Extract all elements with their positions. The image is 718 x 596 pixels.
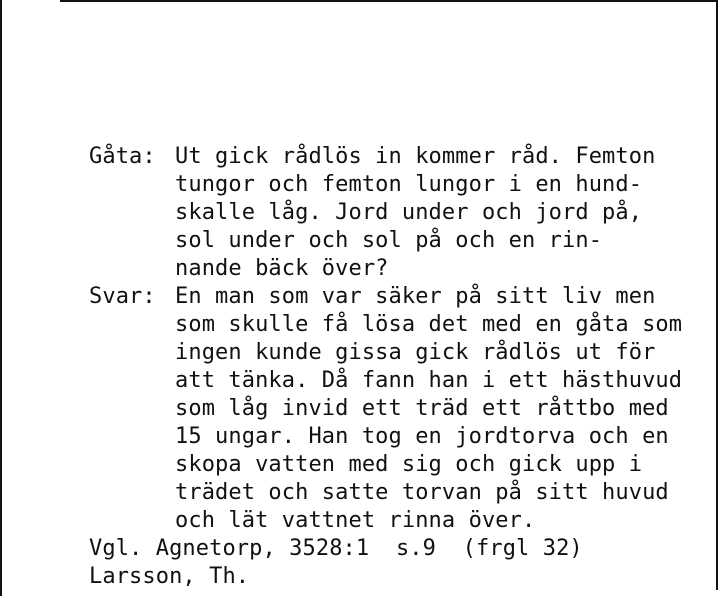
card-top-border (60, 0, 718, 2)
riddle-entry (89, 143, 709, 283)
answer-line: trädet och satte torvan på sitt huvud (175, 480, 669, 505)
answer-line: 15 ungar. Han tog en jordtorva och en (175, 424, 669, 449)
riddle-label: Gåta: (89, 144, 156, 169)
answer-line: skopa vatten med sig och gick upp i (175, 452, 643, 477)
answer-entry (89, 283, 709, 535)
answer-line: som skulle få lösa det med en gåta som (175, 312, 683, 337)
answer-line: och lät vattnet rinna över. (175, 508, 536, 533)
archive-card-text (89, 143, 709, 591)
riddle-line: sol under och sol på och en rin- (175, 228, 603, 253)
riddle-line: skalle låg. Jord under och jord på, (175, 200, 643, 225)
answer-label: Svar: (89, 284, 156, 309)
informant-name: Larsson, Th. (89, 564, 250, 589)
riddle-line: tungor och femton lungor i en hund- (175, 172, 643, 197)
reference-note: Vgl. Agnetorp, 3528:1 s.9 (frgl 32) (89, 536, 583, 561)
answer-line: som låg invid ett träd ett råttbo med (175, 396, 669, 421)
answer-line: En man som var säker på sitt liv men (175, 284, 656, 309)
riddle-text (175, 143, 709, 283)
answer-text (175, 283, 709, 535)
riddle-line: Ut gick rådlös in kommer råd. Femton (175, 144, 656, 169)
answer-line: ingen kunde gissa gick rådlös ut för (175, 340, 656, 365)
answer-line: att tänka. Då fann han i ett hästhuvud (175, 368, 683, 393)
riddle-line: nande bäck över? (175, 256, 389, 281)
card-left-border (0, 0, 2, 596)
